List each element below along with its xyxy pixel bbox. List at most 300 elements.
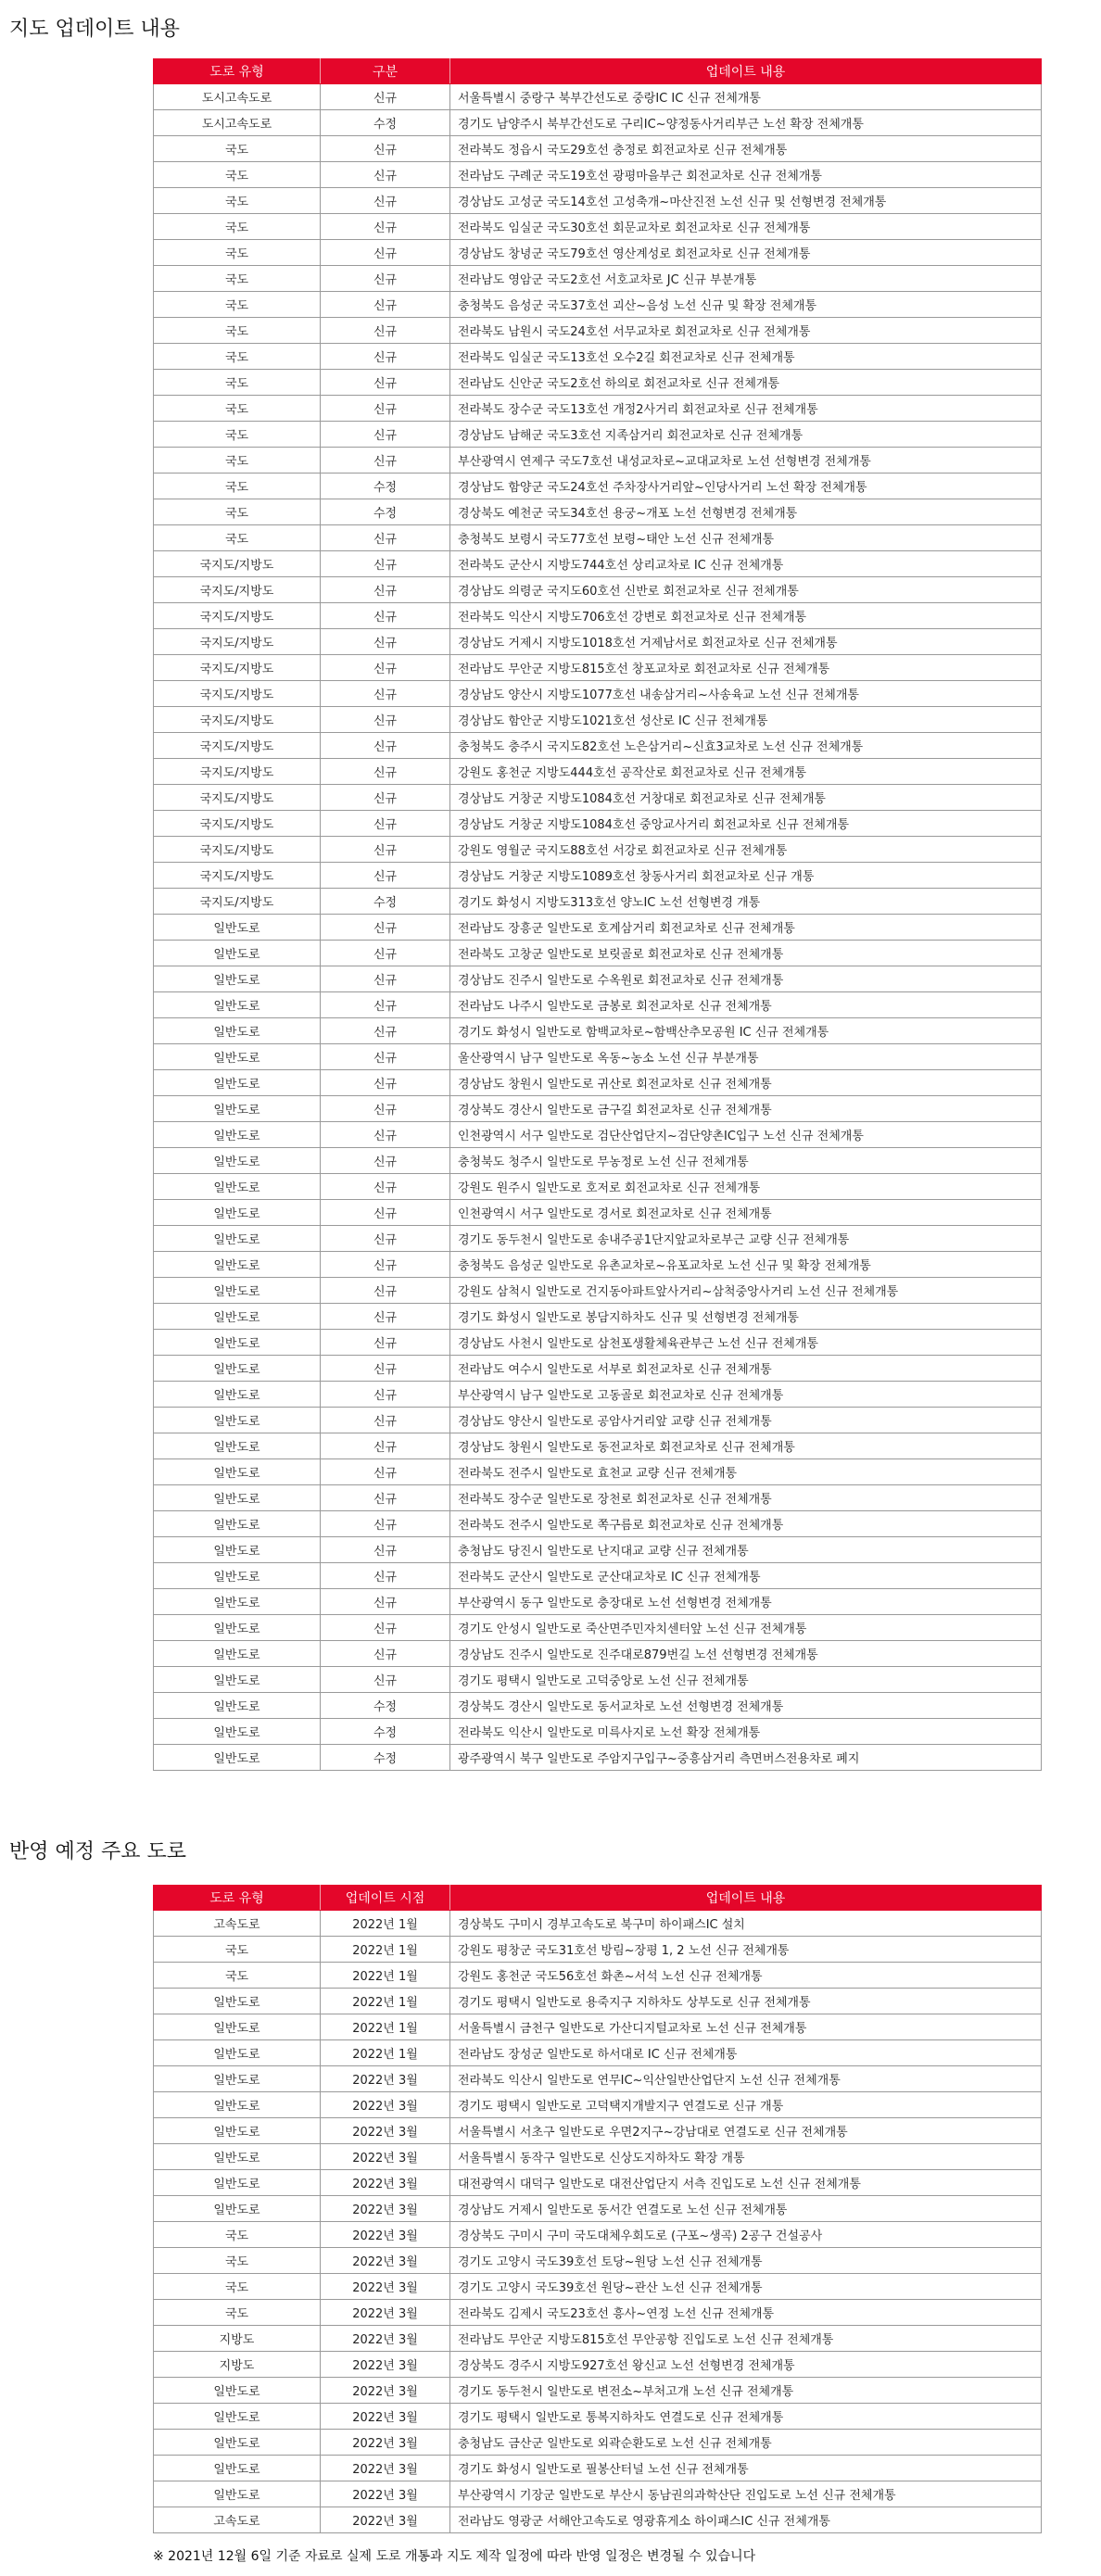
table-row [154,577,1042,603]
update-content-cell: 경기도 화성시 일반도로 봉담지하차도 신규 및 선형변경 전체개통 [450,1304,1042,1330]
update-content-cell: 광주광역시 북구 일반도로 주암지구입구~중흥삼거리 측면버스전용차로 폐지 [450,1745,1042,1771]
update-content-cell: 전라남도 장흥군 일반도로 호계삼거리 회전교차로 신규 전체개통 [450,915,1042,941]
update-content-cell: 경상북도 구미시 구미 국도대체우회도로 (구포~생곡) 2공구 건설공사 [450,2222,1042,2248]
category-cell: 신규 [321,992,450,1018]
update-date-cell: 2022년 3월 [321,2170,450,2196]
table-row [154,396,1042,422]
category-cell: 신규 [321,837,450,863]
category-cell: 신규 [321,1615,450,1641]
road-type-cell: 국도 [154,344,321,370]
table-row [154,448,1042,474]
table-row [154,759,1042,785]
road-type-cell: 국도 [154,162,321,188]
category-cell: 수정 [321,889,450,915]
update-content-cell: 경기도 동두천시 일반도로 변전소~부처고개 노선 신규 전체개통 [450,2378,1042,2404]
table-row [154,2092,1042,2118]
table-row [154,1719,1042,1745]
table-row [154,1304,1042,1330]
category-cell: 신규 [321,759,450,785]
table-row [154,214,1042,240]
update-content-cell: 전라남도 무안군 지방도815호선 무안공항 진입도로 노선 신규 전체개통 [450,2326,1042,2352]
road-type-cell: 일반도로 [154,1563,321,1589]
table-row [154,811,1042,837]
update-content-cell: 전라북도 임실군 국도30호선 회문교차로 회전교차로 신규 전체개통 [450,214,1042,240]
update-date-cell: 2022년 3월 [321,2430,450,2456]
category-cell: 신규 [321,1304,450,1330]
table-row [154,1408,1042,1433]
update-content-cell: 강원도 홍천군 지방도444호선 공작산로 회전교차로 신규 전체개통 [450,759,1042,785]
update-content-cell: 충청북도 음성군 일반도로 유촌교차로~유포교차로 노선 신규 및 확장 전체개통 [450,1252,1042,1278]
table-row [154,1745,1042,1771]
table-row [154,2378,1042,2404]
update-content-cell: 전라북도 장수군 국도13호선 개정2사거리 회전교차로 신규 전체개통 [450,396,1042,422]
road-type-cell: 국도 [154,214,321,240]
table-row [154,2404,1042,2430]
road-type-cell: 일반도로 [154,1537,321,1563]
column-header-update-date: 업데이트 시점 [321,1886,450,1911]
road-type-cell: 일반도로 [154,2118,321,2144]
road-type-cell: 국도 [154,448,321,474]
category-cell: 수정 [321,499,450,525]
update-date-cell: 2022년 1월 [321,1989,450,2014]
road-type-cell: 국도 [154,188,321,214]
update-content-cell: 경기도 평택시 일반도로 고덕택지개발지구 연결도로 신규 개통 [450,2092,1042,2118]
table-row [154,629,1042,655]
category-cell: 신규 [321,1252,450,1278]
road-type-cell: 국도 [154,1937,321,1963]
update-date-cell: 2022년 3월 [321,2378,450,2404]
table-row [154,655,1042,681]
table-row [154,318,1042,344]
category-cell: 신규 [321,240,450,266]
update-content-cell: 부산광역시 동구 일반도로 충장대로 노선 선형변경 전체개통 [450,1589,1042,1615]
table-row [154,2040,1042,2066]
update-content-cell: 부산광역시 기장군 일반도로 부산시 동남권의과학산단 진입도로 노선 신규 전체개통 [450,2481,1042,2507]
category-cell: 신규 [321,966,450,992]
category-cell: 신규 [321,1096,450,1122]
road-type-cell: 국지도/지방도 [154,655,321,681]
road-type-cell: 일반도로 [154,1459,321,1485]
update-content-cell: 서울특별시 금천구 일반도로 가산디지털교차로 노선 신규 전체개통 [450,2014,1042,2040]
update-content-cell: 경기도 남양주시 북부간선도로 구리IC~양정동사거리부근 노선 확장 전체개통 [450,110,1042,136]
category-cell: 신규 [321,1382,450,1408]
table-row [154,941,1042,966]
update-content-cell: 경상북도 예천군 국도34호선 용궁~개포 노선 선형변경 전체개통 [450,499,1042,525]
road-type-cell: 국도 [154,2274,321,2300]
table-row [154,292,1042,318]
update-date-cell: 2022년 3월 [321,2196,450,2222]
update-date-cell: 2022년 3월 [321,2456,450,2481]
table-row [154,1433,1042,1459]
update-date-cell: 2022년 3월 [321,2222,450,2248]
category-cell: 신규 [321,785,450,811]
update-content-cell: 전라남도 구례군 국도19호선 광평마을부근 회전교차로 신규 전체개통 [450,162,1042,188]
table-row [154,1382,1042,1408]
category-cell: 신규 [321,396,450,422]
road-type-cell: 일반도로 [154,1330,321,1356]
category-cell: 수정 [321,1719,450,1745]
road-type-cell: 일반도로 [154,2144,321,2170]
update-content-cell: 전라남도 영암군 국도2호선 서호교차로 JC 신규 부분개통 [450,266,1042,292]
update-content-cell: 충청남도 당진시 일반도로 난지대교 교량 신규 전체개통 [450,1537,1042,1563]
table-row [154,2456,1042,2481]
road-type-cell: 일반도로 [154,2092,321,2118]
category-cell: 신규 [321,1667,450,1693]
table-row [154,499,1042,525]
road-type-cell: 일반도로 [154,915,321,941]
update-content-cell: 전라북도 임실군 국도13호선 오수2길 회전교차로 신규 전체개통 [450,344,1042,370]
table-row [154,344,1042,370]
road-type-cell: 일반도로 [154,1200,321,1226]
road-type-cell: 일반도로 [154,1304,321,1330]
update-content-cell: 경기도 평택시 일반도로 고덕중앙로 노선 신규 전체개통 [450,1667,1042,1693]
update-content-cell: 전라북도 익산시 지방도706호선 강변로 회전교차로 신규 전체개통 [450,603,1042,629]
update-content-cell: 강원도 평창군 국도31호선 방림~장평 1, 2 노선 신규 전체개통 [450,1937,1042,1963]
table-row [154,1963,1042,1989]
update-content-cell: 경상북도 경산시 일반도로 금구길 회전교차로 신규 전체개통 [450,1096,1042,1122]
table-row [154,551,1042,577]
category-cell: 신규 [321,1485,450,1511]
category-cell: 신규 [321,733,450,759]
road-type-cell: 일반도로 [154,1174,321,1200]
road-type-cell: 국지도/지방도 [154,889,321,915]
table-row [154,2170,1042,2196]
table-row [154,2196,1042,2222]
road-type-cell: 일반도로 [154,2430,321,2456]
update-content-cell: 경상남도 사천시 일반도로 삼천포생활체육관부근 노선 신규 전체개통 [450,1330,1042,1356]
update-section-title: 지도 업데이트 내용 [9,18,181,41]
update-content-cell: 서울특별시 동작구 일반도로 신상도지하차도 확장 개통 [450,2144,1042,2170]
update-content-cell: 전라북도 익산시 일반도로 연무IC~익산일반산업단지 노선 신규 전체개통 [450,2066,1042,2092]
update-content-cell: 전라북도 군산시 지방도744호선 상리교차로 IC 신규 전체개통 [450,551,1042,577]
update-content-cell: 경기도 화성시 일반도로 필봉산터널 노선 신규 전체개통 [450,2456,1042,2481]
update-content-cell: 경상남도 거창군 지방도1089호선 창동사거리 회전교차로 신규 개통 [450,863,1042,889]
update-content-cell: 전라북도 전주시 일반도로 효천교 교량 신규 전체개통 [450,1459,1042,1485]
category-cell: 신규 [321,655,450,681]
category-cell: 신규 [321,1459,450,1485]
road-type-cell: 일반도로 [154,1044,321,1070]
road-type-cell: 일반도로 [154,1719,321,1745]
update-date-cell: 2022년 3월 [321,2481,450,2507]
column-header-category: 구분 [321,59,450,84]
update-content-cell: 경상남도 함안군 지방도1021호선 성산로 IC 신규 전체개통 [450,707,1042,733]
category-cell: 신규 [321,1641,450,1667]
road-type-cell: 일반도로 [154,1745,321,1771]
update-content-cell: 울산광역시 남구 일반도로 옥동~농소 노선 신규 부분개통 [450,1044,1042,1070]
table-row [154,1018,1042,1044]
table-row [154,1330,1042,1356]
update-date-cell: 2022년 1월 [321,1937,450,1963]
road-type-cell: 고속도로 [154,1911,321,1937]
road-type-cell: 일반도로 [154,1615,321,1641]
table-row [154,2274,1042,2300]
update-content-cell: 경상남도 거창군 지방도1084호선 중앙교사거리 회전교차로 신규 전체개통 [450,811,1042,837]
road-type-cell: 국도 [154,318,321,344]
category-cell: 신규 [321,1408,450,1433]
table-row [154,136,1042,162]
road-type-cell: 국지도/지방도 [154,603,321,629]
table-row [154,603,1042,629]
road-type-cell: 국지도/지방도 [154,551,321,577]
column-header-update-content: 업데이트 내용 [450,1886,1042,1911]
update-content-cell: 경기도 고양시 국도39호선 원당~관산 노선 신규 전체개통 [450,2274,1042,2300]
road-type-cell: 지방도 [154,2326,321,2352]
road-type-cell: 국지도/지방도 [154,863,321,889]
update-date-cell: 2022년 3월 [321,2507,450,2533]
road-type-cell: 국지도/지방도 [154,629,321,655]
road-type-cell: 일반도로 [154,1356,321,1382]
table-row [154,2248,1042,2274]
update-content-cell: 경기도 화성시 지방도313호선 양노IC 노선 선형변경 개통 [450,889,1042,915]
category-cell: 신규 [321,1537,450,1563]
road-type-cell: 국도 [154,422,321,448]
update-content-cell: 전라남도 나주시 일반도로 금봉로 회전교차로 신규 전체개통 [450,992,1042,1018]
road-type-cell: 일반도로 [154,2014,321,2040]
table-row [154,1485,1042,1511]
update-content-cell: 경상남도 양산시 지방도1077호선 내송삼거리~사송육교 노선 신규 전체개통 [450,681,1042,707]
road-type-cell: 국도 [154,2300,321,2326]
road-type-cell: 국도 [154,2248,321,2274]
road-type-cell: 일반도로 [154,1989,321,2014]
road-type-cell: 일반도로 [154,1382,321,1408]
update-content-cell: 전라북도 남원시 국도24호선 서무교차로 회전교차로 신규 전체개통 [450,318,1042,344]
category-cell: 신규 [321,863,450,889]
update-date-cell: 2022년 3월 [321,2274,450,2300]
category-cell: 신규 [321,629,450,655]
category-cell: 신규 [321,1174,450,1200]
road-type-cell: 국도 [154,525,321,551]
table-row [154,1148,1042,1174]
update-content-cell: 전라남도 여수시 일반도로 서부로 회전교차로 신규 전체개통 [450,1356,1042,1382]
update-content-cell: 경기도 동두천시 일반도로 송내주공1단지앞교차로부근 교량 신규 전체개통 [450,1226,1042,1252]
update-content-cell: 전라북도 장수군 일반도로 장천로 회전교차로 신규 전체개통 [450,1485,1042,1511]
table-row [154,1226,1042,1252]
update-content-cell: 경상남도 거제시 지방도1018호선 거제남서로 회전교차로 신규 전체개통 [450,629,1042,655]
category-cell: 신규 [321,1148,450,1174]
update-content-cell: 충청남도 금산군 일반도로 외곽순환도로 노선 신규 전체개통 [450,2430,1042,2456]
update-content-cell: 경상남도 창원시 일반도로 귀산로 회전교차로 신규 전체개통 [450,1070,1042,1096]
road-type-cell: 일반도로 [154,2404,321,2430]
category-cell: 수정 [321,474,450,499]
road-type-cell: 국도 [154,292,321,318]
road-type-cell: 국지도/지방도 [154,681,321,707]
road-type-cell: 지방도 [154,2352,321,2378]
road-type-cell: 일반도로 [154,966,321,992]
update-date-cell: 2022년 1월 [321,2014,450,2040]
update-content-cell: 경상남도 거제시 일반도로 동서간 연결도로 노선 신규 전체개통 [450,2196,1042,2222]
table-row [154,966,1042,992]
category-cell: 신규 [321,577,450,603]
table-row [154,1122,1042,1148]
update-date-cell: 2022년 3월 [321,2066,450,2092]
category-cell: 신규 [321,1200,450,1226]
table-row [154,1070,1042,1096]
table-row [154,2507,1042,2533]
update-content-cell: 강원도 삼척시 일반도로 건지동아파트앞사거리~삼척중앙사거리 노선 신규 전체개통 [450,1278,1042,1304]
table-row [154,240,1042,266]
road-type-cell: 일반도로 [154,2481,321,2507]
category-cell: 수정 [321,110,450,136]
table-row [154,707,1042,733]
category-cell: 신규 [321,1511,450,1537]
table-row [154,2222,1042,2248]
category-cell: 신규 [321,1589,450,1615]
update-date-cell: 2022년 1월 [321,1911,450,1937]
category-cell: 신규 [321,1070,450,1096]
category-cell: 신규 [321,1330,450,1356]
road-type-cell: 도시고속도로 [154,84,321,110]
table-row [154,1044,1042,1070]
update-content-cell: 전라북도 군산시 일반도로 군산대교차로 IC 신규 전체개통 [450,1563,1042,1589]
update-content-cell: 전라북도 고창군 일반도로 보릿골로 회전교차로 신규 전체개통 [450,941,1042,966]
update-date-cell: 2022년 3월 [321,2118,450,2144]
table-row [154,2066,1042,2092]
table-row [154,1693,1042,1719]
update-content-cell: 인천광역시 서구 일반도로 경서로 회전교차로 신규 전체개통 [450,1200,1042,1226]
category-cell: 수정 [321,1745,450,1771]
category-cell: 신규 [321,448,450,474]
update-date-cell: 2022년 3월 [321,2092,450,2118]
road-type-cell: 일반도로 [154,1433,321,1459]
update-content-cell: 강원도 홍천군 국도56호선 화촌~서석 노선 신규 전체개통 [450,1963,1042,1989]
update-date-cell: 2022년 1월 [321,1963,450,1989]
planned-roads-table [153,1885,1042,2533]
table-row [154,266,1042,292]
update-date-cell: 2022년 3월 [321,2352,450,2378]
road-type-cell: 국도 [154,396,321,422]
table-row [154,1174,1042,1200]
road-type-cell: 일반도로 [154,2040,321,2066]
update-content-cell: 경기도 평택시 일반도로 용죽지구 지하차도 상부도로 신규 전체개통 [450,1989,1042,2014]
table-row [154,889,1042,915]
table-row [154,2118,1042,2144]
road-type-cell: 일반도로 [154,1485,321,1511]
update-content-cell: 전라남도 무안군 지방도815호선 창포교차로 회전교차로 신규 전체개통 [450,655,1042,681]
road-type-cell: 국지도/지방도 [154,785,321,811]
table-header-row [154,1886,1042,1911]
update-content-cell: 충청북도 충주시 국지도82호선 노은삼거리~신효3교차로 노선 신규 전체개통 [450,733,1042,759]
update-content-cell: 부산광역시 남구 일반도로 고동골로 회전교차로 신규 전체개통 [450,1382,1042,1408]
category-cell: 신규 [321,811,450,837]
road-type-cell: 일반도로 [154,1252,321,1278]
column-header-update-content: 업데이트 내용 [450,59,1042,84]
category-cell: 신규 [321,84,450,110]
road-type-cell: 일반도로 [154,1641,321,1667]
road-type-cell: 일반도로 [154,2066,321,2092]
category-cell: 신규 [321,1563,450,1589]
update-date-cell: 2022년 3월 [321,2300,450,2326]
update-content-cell: 충청북도 보령시 국도77호선 보령~태안 노선 신규 전체개통 [450,525,1042,551]
category-cell: 신규 [321,1226,450,1252]
category-cell: 신규 [321,370,450,396]
table-row [154,1537,1042,1563]
road-type-cell: 국도 [154,2222,321,2248]
table-row [154,681,1042,707]
update-content-cell: 경상남도 남해군 국도3호선 지족삼거리 회전교차로 신규 전체개통 [450,422,1042,448]
update-content-cell: 충청북도 음성군 국도37호선 괴산~음성 노선 신규 및 확장 전체개통 [450,292,1042,318]
category-cell: 신규 [321,681,450,707]
category-cell: 신규 [321,551,450,577]
update-content-cell: 전라남도 장성군 일반도로 하서대로 IC 신규 전체개통 [450,2040,1042,2066]
road-type-cell: 일반도로 [154,1226,321,1252]
table-row [154,915,1042,941]
road-type-cell: 국도 [154,240,321,266]
category-cell: 신규 [321,344,450,370]
road-type-cell: 일반도로 [154,2378,321,2404]
table-row [154,2352,1042,2378]
table-row [154,2144,1042,2170]
road-type-cell: 일반도로 [154,1070,321,1096]
table-row [154,992,1042,1018]
road-type-cell: 국도 [154,370,321,396]
category-cell: 신규 [321,266,450,292]
road-type-cell: 일반도로 [154,992,321,1018]
road-type-cell: 일반도로 [154,1122,321,1148]
table-row [154,370,1042,396]
category-cell: 신규 [321,1356,450,1382]
table-row [154,84,1042,110]
table-row [154,733,1042,759]
update-content-cell: 경기도 고양시 국도39호선 토당~원당 노선 신규 전체개통 [450,2248,1042,2274]
table-row [154,785,1042,811]
table-row [154,110,1042,136]
road-type-cell: 국도 [154,266,321,292]
update-content-cell: 경상남도 함양군 국도24호선 주차장사거리앞~인당사거리 노선 확장 전체개통 [450,474,1042,499]
road-type-cell: 국지도/지방도 [154,837,321,863]
table-row [154,1252,1042,1278]
road-type-cell: 일반도로 [154,1148,321,1174]
update-content-cell: 경상남도 양산시 일반도로 공암사거리앞 교량 신규 전체개통 [450,1408,1042,1433]
road-type-cell: 일반도로 [154,2196,321,2222]
road-type-cell: 일반도로 [154,2170,321,2196]
update-content-cell: 경상남도 진주시 일반도로 수옥원로 회전교차로 신규 전체개통 [450,966,1042,992]
category-cell: 신규 [321,1018,450,1044]
map-update-table [153,58,1042,1771]
road-type-cell: 국도 [154,474,321,499]
road-type-cell: 일반도로 [154,1693,321,1719]
update-content-cell: 부산광역시 연제구 국도7호선 내성교차로~교대교차로 노선 선형변경 전체개통 [450,448,1042,474]
update-content-cell: 경기도 화성시 일반도로 함백교차로~함백산추모공원 IC 신규 전체개통 [450,1018,1042,1044]
category-cell: 신규 [321,1044,450,1070]
update-content-cell: 전라북도 정읍시 국도29호선 충정로 회전교차로 신규 전체개통 [450,136,1042,162]
update-content-cell: 경상남도 창원시 일반도로 동전교차로 회전교차로 신규 전체개통 [450,1433,1042,1459]
category-cell: 신규 [321,162,450,188]
update-content-cell: 충청북도 청주시 일반도로 무농정로 노선 신규 전체개통 [450,1148,1042,1174]
table-row [154,1641,1042,1667]
category-cell: 신규 [321,1278,450,1304]
table-row [154,837,1042,863]
update-content-cell: 전라북도 전주시 일반도로 쪽구름로 회전교차로 신규 전체개통 [450,1511,1042,1537]
table-row [154,2430,1042,2456]
road-type-cell: 일반도로 [154,1408,321,1433]
road-type-cell: 일반도로 [154,1589,321,1615]
update-content-cell: 강원도 원주시 일반도로 호저로 회전교차로 신규 전체개통 [450,1174,1042,1200]
category-cell: 신규 [321,188,450,214]
update-content-cell: 전라남도 신안군 국도2호선 하의로 회전교차로 신규 전체개통 [450,370,1042,396]
road-type-cell: 국지도/지방도 [154,811,321,837]
table-row [154,525,1042,551]
road-type-cell: 국지도/지방도 [154,707,321,733]
category-cell: 신규 [321,292,450,318]
update-content-cell: 강원도 영월군 국지도88호선 서강로 회전교차로 신규 전체개통 [450,837,1042,863]
road-type-cell: 고속도로 [154,2507,321,2533]
column-header-road-type: 도로 유형 [154,59,321,84]
table-row [154,863,1042,889]
road-type-cell: 국도 [154,1963,321,1989]
update-date-cell: 2022년 3월 [321,2144,450,2170]
category-cell: 신규 [321,707,450,733]
update-content-cell: 경상남도 고성군 국도14호선 고성축개~마산진전 노선 신규 및 선형변경 전체개통 [450,188,1042,214]
